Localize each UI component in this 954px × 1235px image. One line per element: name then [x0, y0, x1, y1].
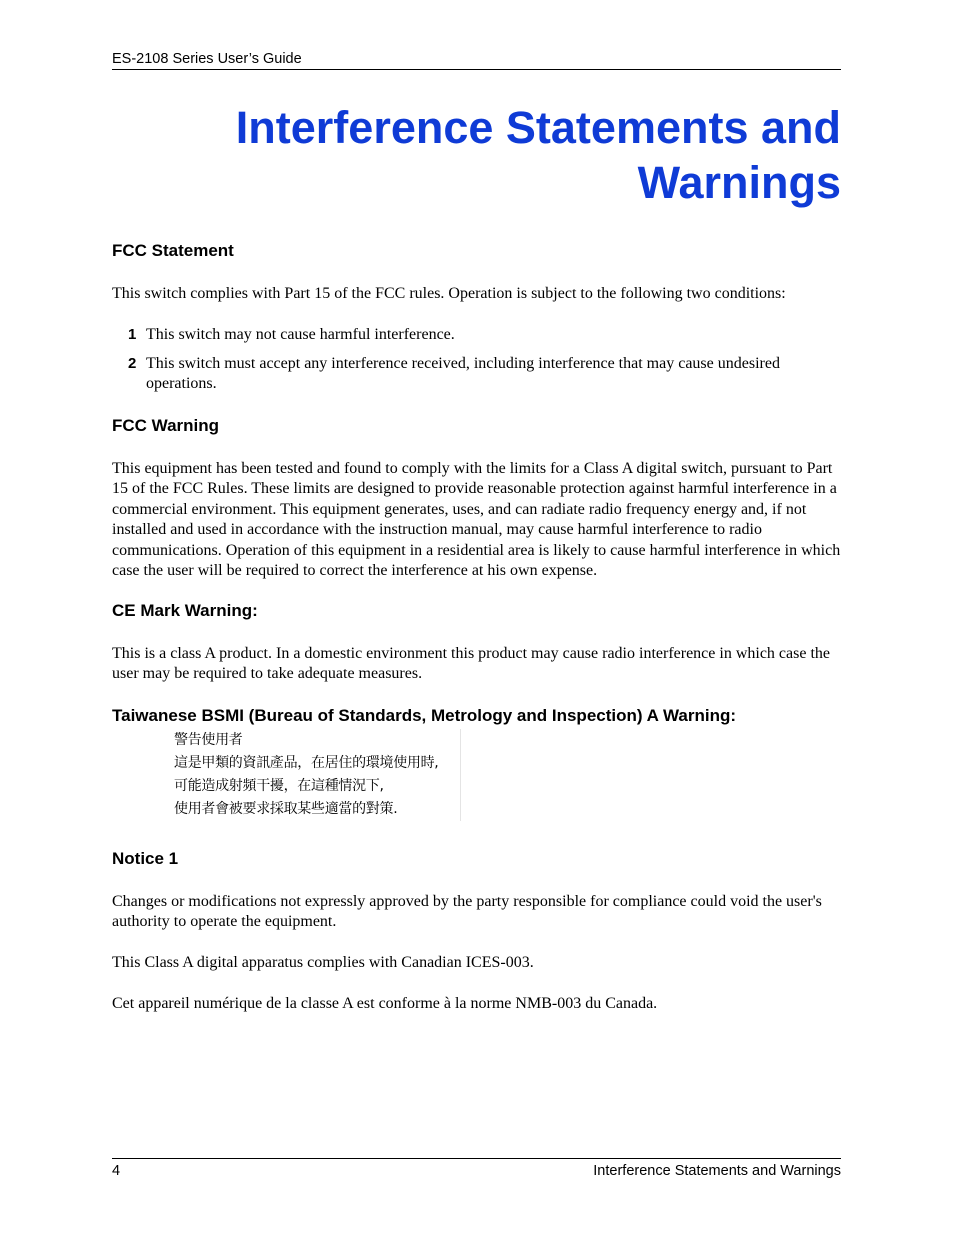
ce-mark-heading: CE Mark Warning:: [112, 601, 258, 620]
bsmi-line-1: 警告使用者: [174, 732, 243, 748]
bsmi-chinese-warning: [174, 729, 461, 821]
document-page: [112, 0, 841, 1235]
condition-number: 1: [128, 326, 137, 343]
bsmi-heading: Taiwanese BSMI (Bureau of Standards, Metrology and Inspection) A Warning:: [112, 706, 737, 725]
chapter-title-line-1: Interference Statements and: [235, 102, 841, 153]
condition-text: This switch must accept any interference received, including interference that may cause undesired operations.: [146, 355, 780, 393]
footer-chapter-title: Interference Statements and Warnings: [593, 1163, 841, 1179]
fcc-warning-heading: FCC Warning: [112, 416, 220, 435]
fcc-statement-intro: This switch complies with Part 15 of the FCC rules. Operation is subject to the following two conditions:: [112, 285, 786, 302]
condition-text: This switch may not cause harmful interference.: [146, 326, 455, 343]
chapter-title-line-2: Warnings: [637, 157, 841, 208]
notice-1-para-2: This Class A digital apparatus complies with Canadian ICES-003.: [112, 954, 534, 971]
bsmi-line-4: 使用者會被要求採取某些適當的對策.: [174, 801, 398, 817]
ce-mark-body: This is a class A product. In a domestic environment this product may cause radio interference in which case the user may be required to take adequate measures.: [112, 645, 830, 683]
condition-item-1: [112, 325, 841, 345]
notice-1-para-1: Changes or modifications not expressly approved by the party responsible for compliance could void the user's authority to operate the equipment.: [112, 893, 822, 931]
running-header: ES-2108 Series User’s Guide: [112, 51, 841, 70]
running-footer: [112, 1158, 841, 1179]
page-number: 4: [112, 1163, 121, 1179]
condition-item-2: [112, 354, 841, 395]
bsmi-line-2: 這是甲類的資訊產品，在居住的環境使用時,: [174, 755, 439, 771]
condition-number: 2: [128, 355, 137, 372]
notice-1-para-3: Cet appareil numérique de la classe A est conforme à la norme NMB-003 du Canada.: [112, 995, 658, 1012]
notice-1-heading: Notice 1: [112, 849, 179, 868]
fcc-statement-heading: FCC Statement: [112, 241, 234, 260]
bsmi-line-3: 可能造成射頻干擾，在這種情況下,: [174, 778, 384, 794]
chapter-title: [112, 100, 841, 210]
fcc-warning-body: This equipment has been tested and found to comply with the limits for a Class A digital switch, pursuant to Part 15 of the FCC Rules. These limits are designed to provide reasonable protection against harmful interference in a commercial environment. This equipment generates, uses, and can radiate radio frequency energy and, if not installed and used in accordance with the instruction manual, may cause harmful interference to radio communications. Operation of this equipment in a residential area is likely to cause harmful interference in which case the user will be required to correct the interference at his own expense.: [112, 460, 841, 580]
